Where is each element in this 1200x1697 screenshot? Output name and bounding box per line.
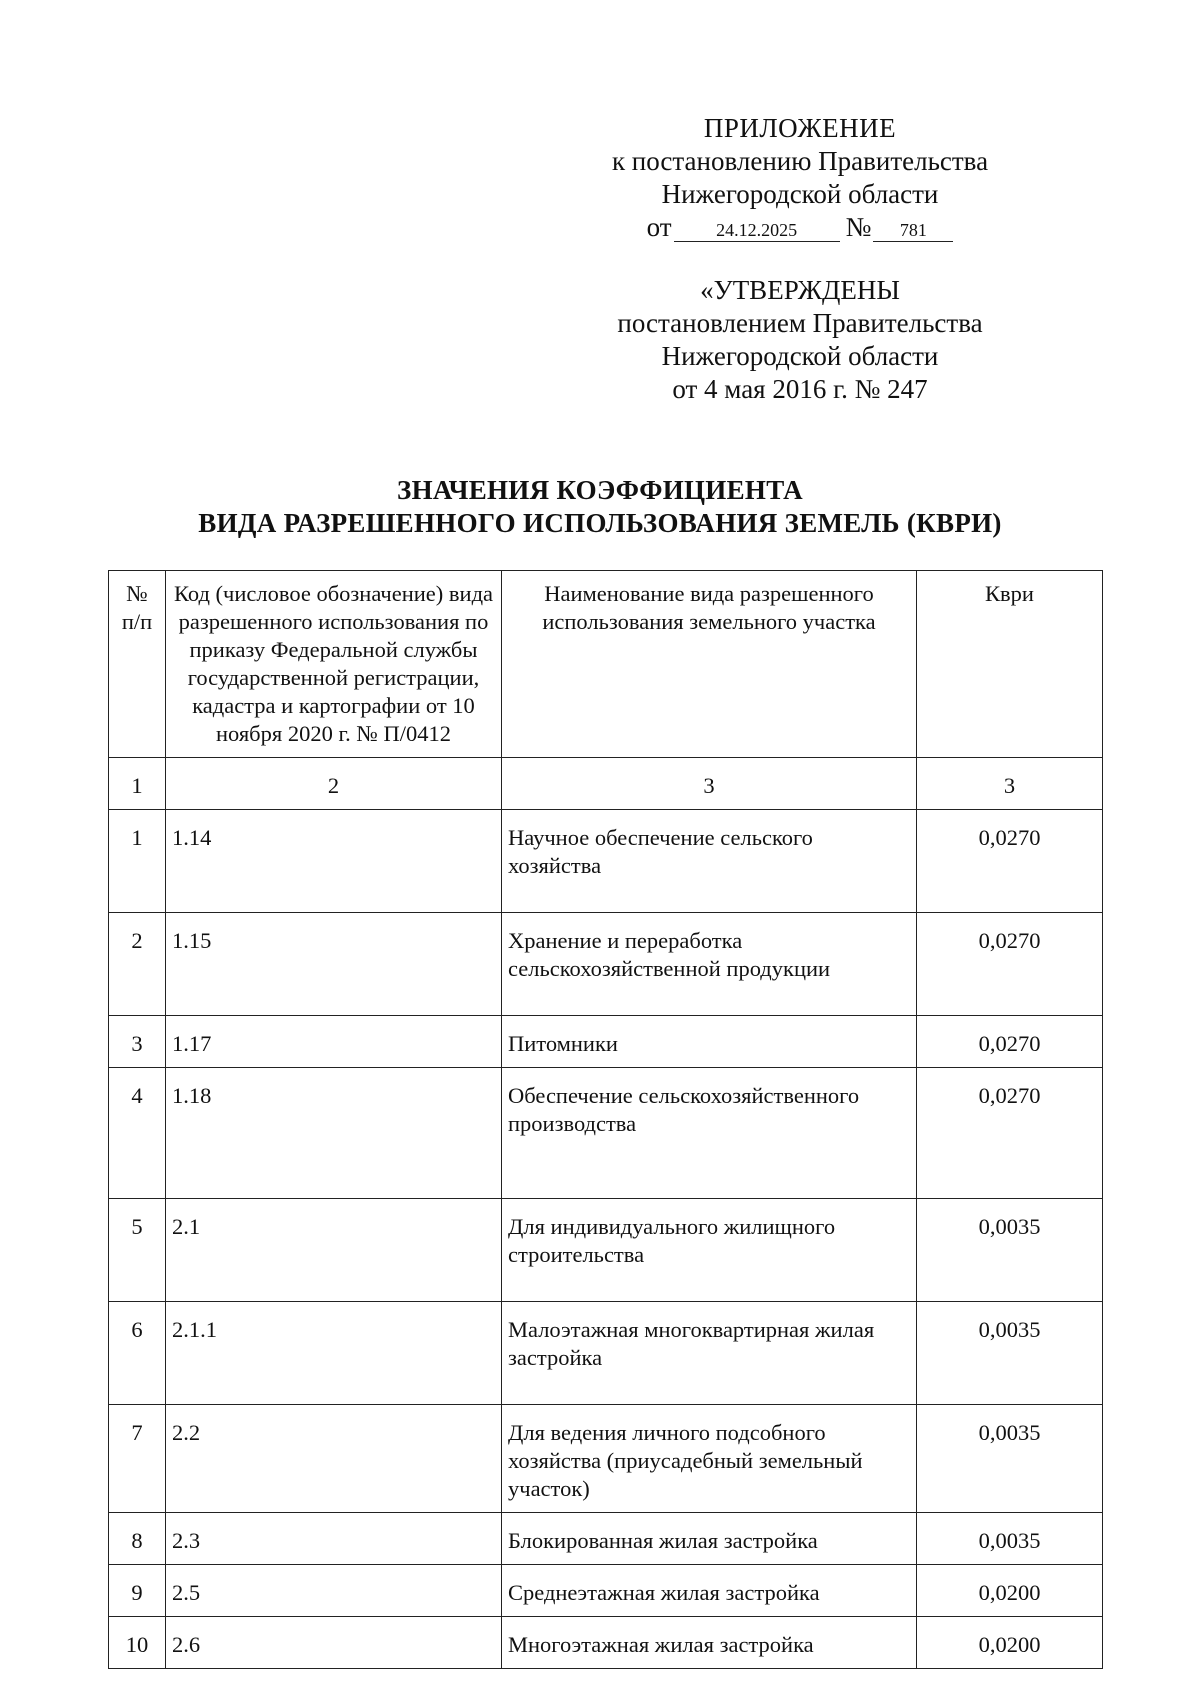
- row-code: 1.18: [166, 1068, 502, 1199]
- row-name: Научное обеспечение сельского хозяйства: [502, 810, 917, 913]
- row-kvri: 0,0270: [917, 1016, 1103, 1068]
- row-code: 2.3: [166, 1513, 502, 1565]
- table-row: [109, 913, 1103, 1016]
- row-number: 9: [109, 1565, 166, 1617]
- row-number: 2: [109, 913, 166, 1016]
- header-name: Наименование вида разрешенного использования земельного участка: [502, 571, 917, 758]
- table-body: [109, 758, 1103, 1669]
- row-code: 2.1: [166, 1199, 502, 1302]
- row-kvri: 0,0200: [917, 1617, 1103, 1669]
- table-row: [109, 1068, 1103, 1199]
- approved-line-3: от 4 мая 2016 г. № 247: [672, 374, 928, 404]
- row-code: 2.5: [166, 1565, 502, 1617]
- row-kvri: 0,0035: [917, 1513, 1103, 1565]
- row-name: Питомники: [502, 1016, 917, 1068]
- approved-heading: «УТВЕРЖДЕНЫ: [700, 275, 900, 305]
- table-row: [109, 1302, 1103, 1405]
- appendix-heading: ПРИЛОЖЕНИЕ: [703, 113, 897, 143]
- kvri-table: [108, 570, 1103, 1669]
- header-code: Код (числовое обозначение) вида разрешенного использования по приказу Федеральной службы государственной регистрации, кадастра и картографии от 10 ноября 2020 г. № П/0412: [166, 571, 502, 758]
- row-code: 1.17: [166, 1016, 502, 1068]
- resolution-number: 781: [873, 219, 953, 242]
- header-kvri: Кври: [917, 571, 1103, 758]
- table-row: [109, 1513, 1103, 1565]
- row-name: Хранение и переработка сельскохозяйственной продукции: [502, 913, 917, 1016]
- row-number: 3: [109, 1016, 166, 1068]
- row-kvri: 0,0270: [917, 913, 1103, 1016]
- header-num: № п/п: [109, 571, 166, 758]
- table-row: [109, 810, 1103, 913]
- approved-line-1: постановлением Правительства: [617, 308, 983, 338]
- row-name: Для индивидуального жилищного строительства: [502, 1199, 917, 1302]
- column-number: 3: [917, 758, 1103, 810]
- row-code: 1.14: [166, 810, 502, 913]
- row-name: Обеспечение сельскохозяйственного производства: [502, 1068, 917, 1199]
- row-name: Многоэтажная жилая застройка: [502, 1617, 917, 1669]
- row-name: Среднеэтажная жилая застройка: [502, 1565, 917, 1617]
- title-line-1: ЗНАЧЕНИЯ КОЭФФИЦИЕНТА: [397, 475, 803, 505]
- appendix-line-2: Нижегородской области: [661, 179, 939, 209]
- table-row: [109, 1405, 1103, 1513]
- resolution-date: 24.12.2025: [674, 219, 840, 242]
- row-number: 4: [109, 1068, 166, 1199]
- number-label: №: [845, 212, 872, 242]
- appendix-line-1: к постановлению Правительства: [611, 146, 989, 176]
- row-kvri: 0,0200: [917, 1565, 1103, 1617]
- column-numbers-row: [109, 758, 1103, 810]
- row-kvri: 0,0035: [917, 1405, 1103, 1513]
- row-number: 6: [109, 1302, 166, 1405]
- row-code: 2.6: [166, 1617, 502, 1669]
- row-number: 10: [109, 1617, 166, 1669]
- row-kvri: 0,0035: [917, 1302, 1103, 1405]
- from-label: от: [646, 212, 672, 242]
- row-kvri: 0,0270: [917, 810, 1103, 913]
- approved-line-2: Нижегородской области: [661, 341, 939, 371]
- approved-block: [600, 274, 1000, 406]
- row-number: 5: [109, 1199, 166, 1302]
- row-number: 7: [109, 1405, 166, 1513]
- row-name: Для ведения личного подсобного хозяйства (приусадебный земельный участок): [502, 1405, 917, 1513]
- row-name: Малоэтажная многоквартирная жилая застройка: [502, 1302, 917, 1405]
- row-number: 8: [109, 1513, 166, 1565]
- appendix-block: [600, 112, 1000, 406]
- document-title: [0, 474, 1200, 540]
- row-code: 2.2: [166, 1405, 502, 1513]
- column-number: 3: [502, 758, 917, 810]
- row-kvri: 0,0270: [917, 1068, 1103, 1199]
- row-code: 1.15: [166, 913, 502, 1016]
- table-row: [109, 1016, 1103, 1068]
- row-name: Блокированная жилая застройка: [502, 1513, 917, 1565]
- appendix-date-number-line: [600, 211, 1000, 244]
- row-number: 1: [109, 810, 166, 913]
- title-line-2: ВИДА РАЗРЕШЕННОГО ИСПОЛЬЗОВАНИЯ ЗЕМЕЛЬ (КВРИ): [198, 508, 1002, 538]
- column-number: 2: [166, 758, 502, 810]
- row-code: 2.1.1: [166, 1302, 502, 1405]
- table-row: [109, 1617, 1103, 1669]
- table-row: [109, 1199, 1103, 1302]
- table-row: [109, 1565, 1103, 1617]
- table-header-row: [109, 571, 1103, 758]
- row-kvri: 0,0035: [917, 1199, 1103, 1302]
- column-number: 1: [109, 758, 166, 810]
